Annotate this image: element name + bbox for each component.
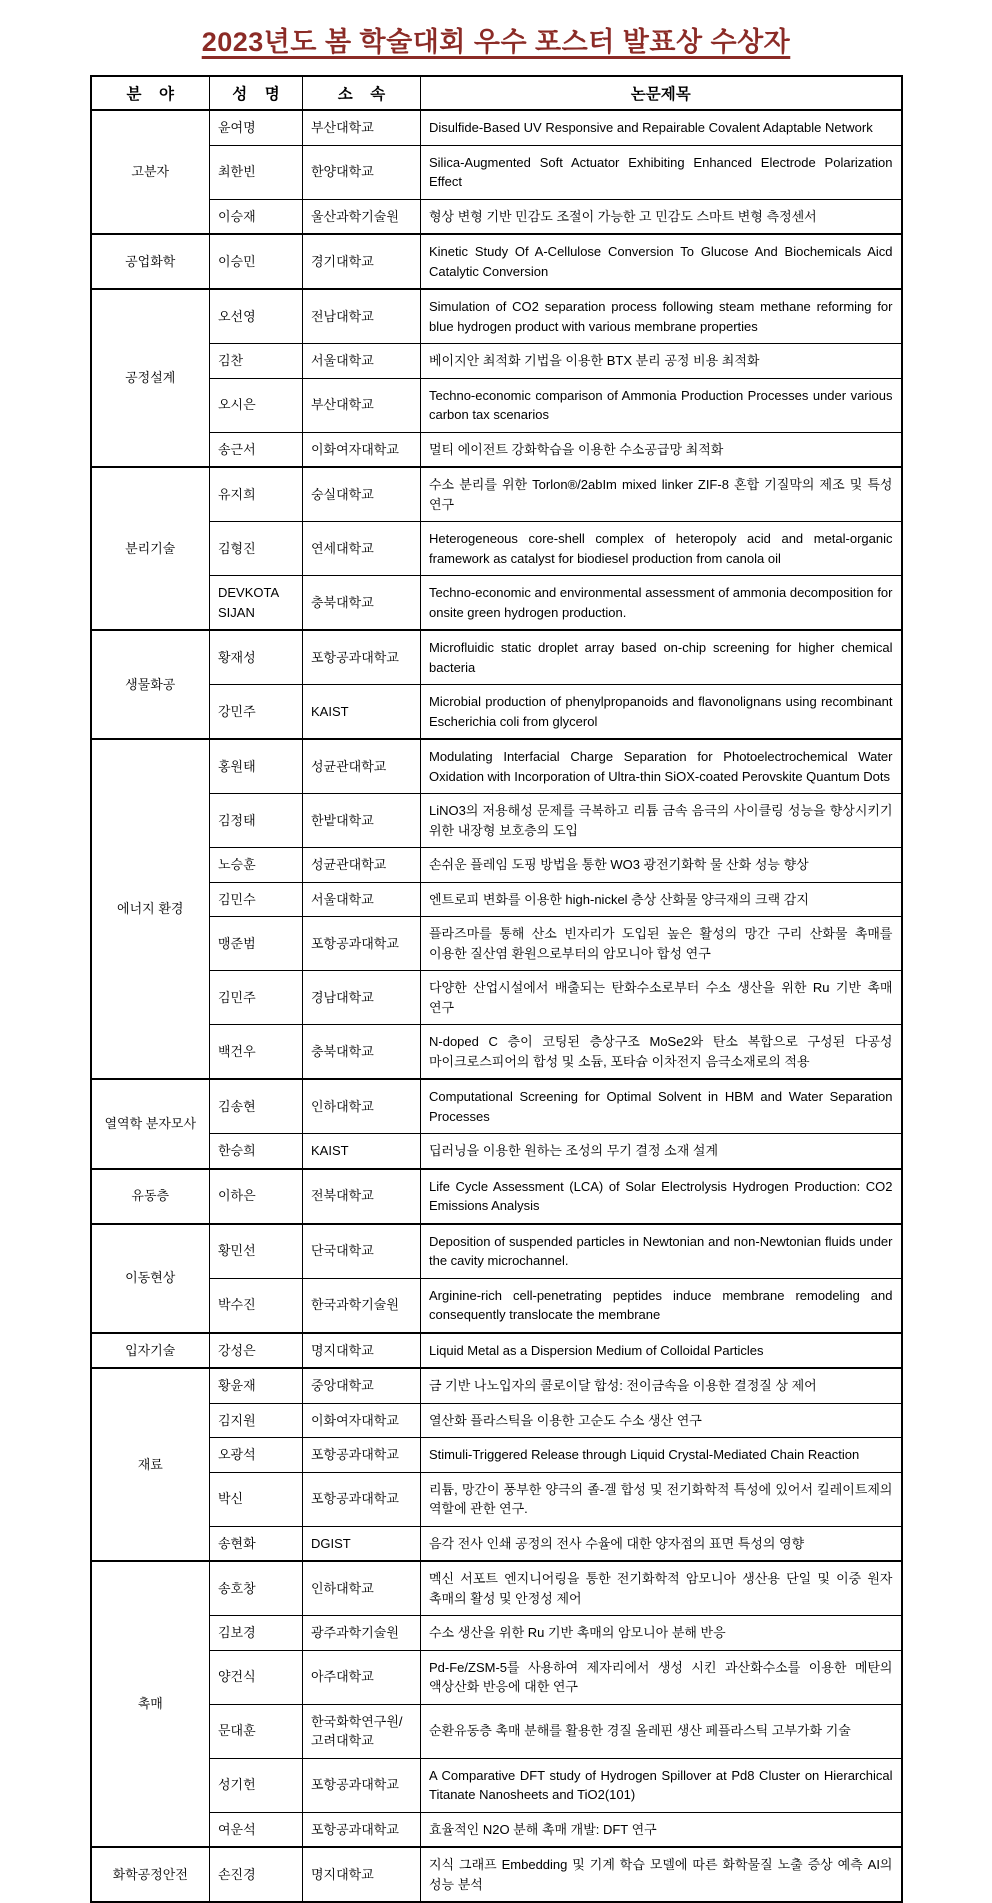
table-row [91, 1526, 902, 1561]
paper-title-cell: N-doped C 층이 코팅된 층상구조 MoSe2와 탄소 복합으로 구성된 다공성 마이크로스피어의 합성 및 소듐, 포타슘 이차전지 음극소재로의 적용 [421, 1025, 902, 1080]
affiliation-cell: 한밭대학교 [303, 794, 421, 848]
paper-title-cell: 리튬, 망간이 풍부한 양극의 졸-겔 합성 및 전기화학적 특성에 있어서 킬레이트제의 역할에 관한 연구. [421, 1472, 902, 1526]
affiliation-cell: 충북대학교 [303, 576, 421, 631]
award-winners-table [90, 75, 903, 1903]
name-cell: 유지희 [210, 467, 303, 522]
affiliation-cell: 인하대학교 [303, 1561, 421, 1616]
table-row [91, 1134, 902, 1169]
table-row [91, 1368, 902, 1403]
paper-title-cell: 멕신 서포트 엔지니어링을 통한 전기화학적 암모니아 생산용 단일 및 이중 원자 촉매의 활성 및 안정성 제어 [421, 1561, 902, 1616]
paper-title-cell: Modulating Interfacial Charge Separation for Photoelectrochemical Water Oxidation with Incorporation of Ultra-thin SiOX-coated Perovskite Quantum Dots [421, 739, 902, 794]
name-cell: 오광석 [210, 1438, 303, 1473]
table-row [91, 289, 902, 344]
name-cell: 백건우 [210, 1025, 303, 1080]
affiliation-cell: KAIST [303, 685, 421, 740]
table-row [91, 1025, 902, 1080]
affiliation-cell: 부산대학교 [303, 378, 421, 432]
paper-title-cell: LiNO3의 저용해성 문제를 극복하고 리튬 금속 음극의 사이클링 성능을 향상시키기 위한 내장형 보호층의 도입 [421, 794, 902, 848]
field-cell: 분리기술 [91, 467, 210, 630]
field-cell: 촉매 [91, 1561, 210, 1847]
table-row [91, 882, 902, 917]
header-affiliation: 소 속 [303, 76, 421, 110]
name-cell: 이하은 [210, 1169, 303, 1224]
paper-title-cell: Kinetic Study Of A-Cellulose Conversion To Glucose And Biochemicals Aicd Catalytic Conversion [421, 234, 902, 289]
name-cell: 오시은 [210, 378, 303, 432]
table-row [91, 1704, 902, 1758]
name-cell: 강민주 [210, 685, 303, 740]
paper-title-cell: Life Cycle Assessment (LCA) of Solar Electrolysis Hydrogen Production: CO2 Emissions Analysis [421, 1169, 902, 1224]
table-row [91, 145, 902, 199]
paper-title-cell: 손쉬운 플레임 도핑 방법을 통한 WO3 광전기화학 물 산화 성능 향상 [421, 848, 902, 883]
affiliation-cell: 전북대학교 [303, 1169, 421, 1224]
paper-title-cell: Techno-economic comparison of Ammonia Production Processes under various carbon tax scenarios [421, 378, 902, 432]
table-row [91, 1278, 902, 1333]
table-row [91, 1758, 902, 1812]
paper-title-cell: 형상 변형 기반 민감도 조절이 가능한 고 민감도 스마트 변형 측정센서 [421, 199, 902, 234]
affiliation-cell: 숭실대학교 [303, 467, 421, 522]
affiliation-cell: 경남대학교 [303, 971, 421, 1025]
name-cell: 황재성 [210, 630, 303, 685]
award-table-body [91, 110, 902, 1902]
affiliation-cell: 명지대학교 [303, 1333, 421, 1369]
table-row [91, 848, 902, 883]
name-cell: 황민선 [210, 1224, 303, 1279]
paper-title-cell: Arginine-rich cell-penetrating peptides induce membrane remodeling and consequently translocate the membrane [421, 1278, 902, 1333]
field-cell: 열역학 분자모사 [91, 1079, 210, 1169]
affiliation-cell: 중앙대학교 [303, 1368, 421, 1403]
field-cell: 공업화학 [91, 234, 210, 289]
affiliation-cell: 전남대학교 [303, 289, 421, 344]
page-title: 2023년도 봄 학술대회 우수 포스터 발표상 수상자 [201, 27, 791, 57]
field-cell: 공정설계 [91, 289, 210, 467]
affiliation-cell: KAIST [303, 1134, 421, 1169]
name-cell: 송근서 [210, 432, 303, 467]
name-cell: 홍원태 [210, 739, 303, 794]
paper-title-cell: Stimuli-Triggered Release through Liquid Crystal-Mediated Chain Reaction [421, 1438, 902, 1473]
affiliation-cell: 포항공과대학교 [303, 1758, 421, 1812]
table-row [91, 432, 902, 467]
name-cell: 김송현 [210, 1079, 303, 1134]
table-row [91, 234, 902, 289]
name-cell: 김형진 [210, 522, 303, 576]
paper-title-cell: Heterogeneous core-shell complex of heteropoly acid and metal-organic framework as catalyst for biodiesel production from canola oil [421, 522, 902, 576]
affiliation-cell: 인하대학교 [303, 1079, 421, 1134]
paper-title-cell: 열산화 플라스틱을 이용한 고순도 수소 생산 연구 [421, 1403, 902, 1438]
table-row [91, 1224, 902, 1279]
name-cell: 문대훈 [210, 1704, 303, 1758]
name-cell: 이승민 [210, 234, 303, 289]
table-row [91, 794, 902, 848]
affiliation-cell: 이화여자대학교 [303, 432, 421, 467]
paper-title-cell: Disulfide-Based UV Responsive and Repairable Covalent Adaptable Network [421, 110, 902, 145]
paper-title-cell: A Comparative DFT study of Hydrogen Spillover at Pd8 Cluster on Hierarchical Titanate Nanosheets and TiO2(101) [421, 1758, 902, 1812]
paper-title-cell: 지식 그래프 Embedding 및 기계 학습 모델에 따른 화학물질 노출 증상 예측 AI의 성능 분석 [421, 1847, 902, 1902]
table-row [91, 199, 902, 234]
paper-title-cell: 엔트로피 변화를 이용한 high-nickel 층상 산화물 양극재의 크랙 감지 [421, 882, 902, 917]
paper-title-cell: 순환유동층 촉매 분해를 활용한 경질 올레핀 생산 페플라스틱 고부가화 기술 [421, 1704, 902, 1758]
name-cell: 김찬 [210, 344, 303, 379]
paper-title-cell: Silica-Augmented Soft Actuator Exhibiting Enhanced Electrode Polarization Effect [421, 145, 902, 199]
affiliation-cell: 경기대학교 [303, 234, 421, 289]
field-cell: 입자기술 [91, 1333, 210, 1369]
table-row [91, 1561, 902, 1616]
name-cell: 여운석 [210, 1812, 303, 1847]
field-cell: 화학공정안전 [91, 1847, 210, 1902]
affiliation-cell: 한국화학연구원/고려대학교 [303, 1704, 421, 1758]
table-row [91, 917, 902, 971]
affiliation-cell: 포항공과대학교 [303, 1812, 421, 1847]
table-row [91, 467, 902, 522]
affiliation-cell: 한국과학기술원 [303, 1278, 421, 1333]
affiliation-cell: 한양대학교 [303, 145, 421, 199]
name-cell: 김지원 [210, 1403, 303, 1438]
field-cell: 고분자 [91, 110, 210, 234]
name-cell: 윤여명 [210, 110, 303, 145]
table-row [91, 685, 902, 740]
affiliation-cell: 아주대학교 [303, 1650, 421, 1704]
affiliation-cell: 연세대학교 [303, 522, 421, 576]
table-header [91, 76, 902, 110]
name-cell: 오선영 [210, 289, 303, 344]
affiliation-cell: 포항공과대학교 [303, 630, 421, 685]
field-cell: 에너지 환경 [91, 739, 210, 1079]
table-row [91, 630, 902, 685]
name-cell: 성기헌 [210, 1758, 303, 1812]
paper-title-cell: Microfluidic static droplet array based on-chip screening for higher chemical bacteria [421, 630, 902, 685]
name-cell: 박수진 [210, 1278, 303, 1333]
name-cell: 송호창 [210, 1561, 303, 1616]
paper-title-cell: 금 기반 나노입자의 콜로이달 합성: 전이금속을 이용한 결정질 상 제어 [421, 1368, 902, 1403]
name-cell: 김민주 [210, 971, 303, 1025]
affiliation-cell: 포항공과대학교 [303, 917, 421, 971]
name-cell: 양건식 [210, 1650, 303, 1704]
table-row [91, 378, 902, 432]
affiliation-cell: 서울대학교 [303, 882, 421, 917]
table-row [91, 344, 902, 379]
name-cell: 김보경 [210, 1616, 303, 1651]
affiliation-cell: 단국대학교 [303, 1224, 421, 1279]
paper-title-cell: 플라즈마를 통해 산소 빈자리가 도입된 높은 활성의 망간 구리 산화물 촉매를 이용한 질산염 환원으로부터의 암모니아 합성 연구 [421, 917, 902, 971]
affiliation-cell: 포항공과대학교 [303, 1472, 421, 1526]
paper-title-cell: Liquid Metal as a Dispersion Medium of Colloidal Particles [421, 1333, 902, 1369]
affiliation-cell: 포항공과대학교 [303, 1438, 421, 1473]
paper-title-cell: 음각 전사 인쇄 공정의 전사 수율에 대한 양자점의 표면 특성의 영향 [421, 1526, 902, 1561]
name-cell: 김정태 [210, 794, 303, 848]
table-row [91, 1169, 902, 1224]
paper-title-cell: Deposition of suspended particles in Newtonian and non-Newtonian fluids under the cavity microchannel. [421, 1224, 902, 1279]
name-cell: 황윤재 [210, 1368, 303, 1403]
paper-title-cell: 수소 분리를 위한 Torlon®/2abIm mixed linker ZIF-8 혼합 기질막의 제조 및 특성 연구 [421, 467, 902, 522]
paper-title-cell: 베이지안 최적화 기법을 이용한 BTX 분리 공정 비용 최적화 [421, 344, 902, 379]
name-cell: 최한빈 [210, 145, 303, 199]
affiliation-cell: 성균관대학교 [303, 739, 421, 794]
table-row [91, 971, 902, 1025]
name-cell: DEVKOTA SIJAN [210, 576, 303, 631]
affiliation-cell: 부산대학교 [303, 110, 421, 145]
affiliation-cell: 성균관대학교 [303, 848, 421, 883]
paper-title-cell: 효율적인 N2O 분해 촉매 개발: DFT 연구 [421, 1812, 902, 1847]
paper-title-cell: 멀티 에이전트 강화학습을 이용한 수소공급망 최적화 [421, 432, 902, 467]
table-row [91, 1333, 902, 1369]
table-row [91, 522, 902, 576]
header-row [91, 76, 902, 110]
paper-title-cell: Microbial production of phenylpropanoids and flavonolignans using recombinant Escherichia coli from glycerol [421, 685, 902, 740]
table-row [91, 1403, 902, 1438]
paper-title-cell: 딥러닝을 이용한 원하는 조성의 무기 결정 소재 설계 [421, 1134, 902, 1169]
name-cell: 김민수 [210, 882, 303, 917]
paper-title-cell: Techno-economic and environmental assessment of ammonia decomposition for onsite green hydrogen production. [421, 576, 902, 631]
name-cell: 맹준범 [210, 917, 303, 971]
name-cell: 한승희 [210, 1134, 303, 1169]
table-row [91, 1472, 902, 1526]
name-cell: 노승훈 [210, 848, 303, 883]
field-cell: 이동현상 [91, 1224, 210, 1333]
name-cell: 박신 [210, 1472, 303, 1526]
field-cell: 생물화공 [91, 630, 210, 739]
table-row [91, 1650, 902, 1704]
name-cell: 이승재 [210, 199, 303, 234]
paper-title-cell: 수소 생산을 위한 Ru 기반 촉매의 암모니아 분해 반응 [421, 1616, 902, 1651]
table-row [91, 1812, 902, 1847]
table-row [91, 110, 902, 145]
header-name: 성 명 [210, 76, 303, 110]
affiliation-cell: DGIST [303, 1526, 421, 1561]
table-row [91, 739, 902, 794]
name-cell: 손진경 [210, 1847, 303, 1902]
paper-title-cell: Computational Screening for Optimal Solvent in HBM and Water Separation Processes [421, 1079, 902, 1134]
affiliation-cell: 울산과학기술원 [303, 199, 421, 234]
table-row [91, 576, 902, 631]
affiliation-cell: 서울대학교 [303, 344, 421, 379]
affiliation-cell: 충북대학교 [303, 1025, 421, 1080]
paper-title-cell: Simulation of CO2 separation process following steam methane reforming for blue hydrogen product with various membrane properties [421, 289, 902, 344]
header-paper-title: 논문제목 [421, 76, 902, 110]
field-cell: 유동층 [91, 1169, 210, 1224]
paper-title-cell: 다양한 산업시설에서 배출되는 탄화수소로부터 수소 생산을 위한 Ru 기반 촉매 연구 [421, 971, 902, 1025]
affiliation-cell: 이화여자대학교 [303, 1403, 421, 1438]
table-row [91, 1847, 902, 1902]
header-field: 분 야 [91, 76, 210, 110]
field-cell: 재료 [91, 1368, 210, 1561]
name-cell: 송현화 [210, 1526, 303, 1561]
paper-title-cell: Pd-Fe/ZSM-5를 사용하여 제자리에서 생성 시킨 과산화수소를 이용한 메탄의 액상산화 반응에 대한 연구 [421, 1650, 902, 1704]
table-row [91, 1079, 902, 1134]
table-row [91, 1616, 902, 1651]
affiliation-cell: 명지대학교 [303, 1847, 421, 1902]
affiliation-cell: 광주과학기술원 [303, 1616, 421, 1651]
table-row [91, 1438, 902, 1473]
name-cell: 강성은 [210, 1333, 303, 1369]
